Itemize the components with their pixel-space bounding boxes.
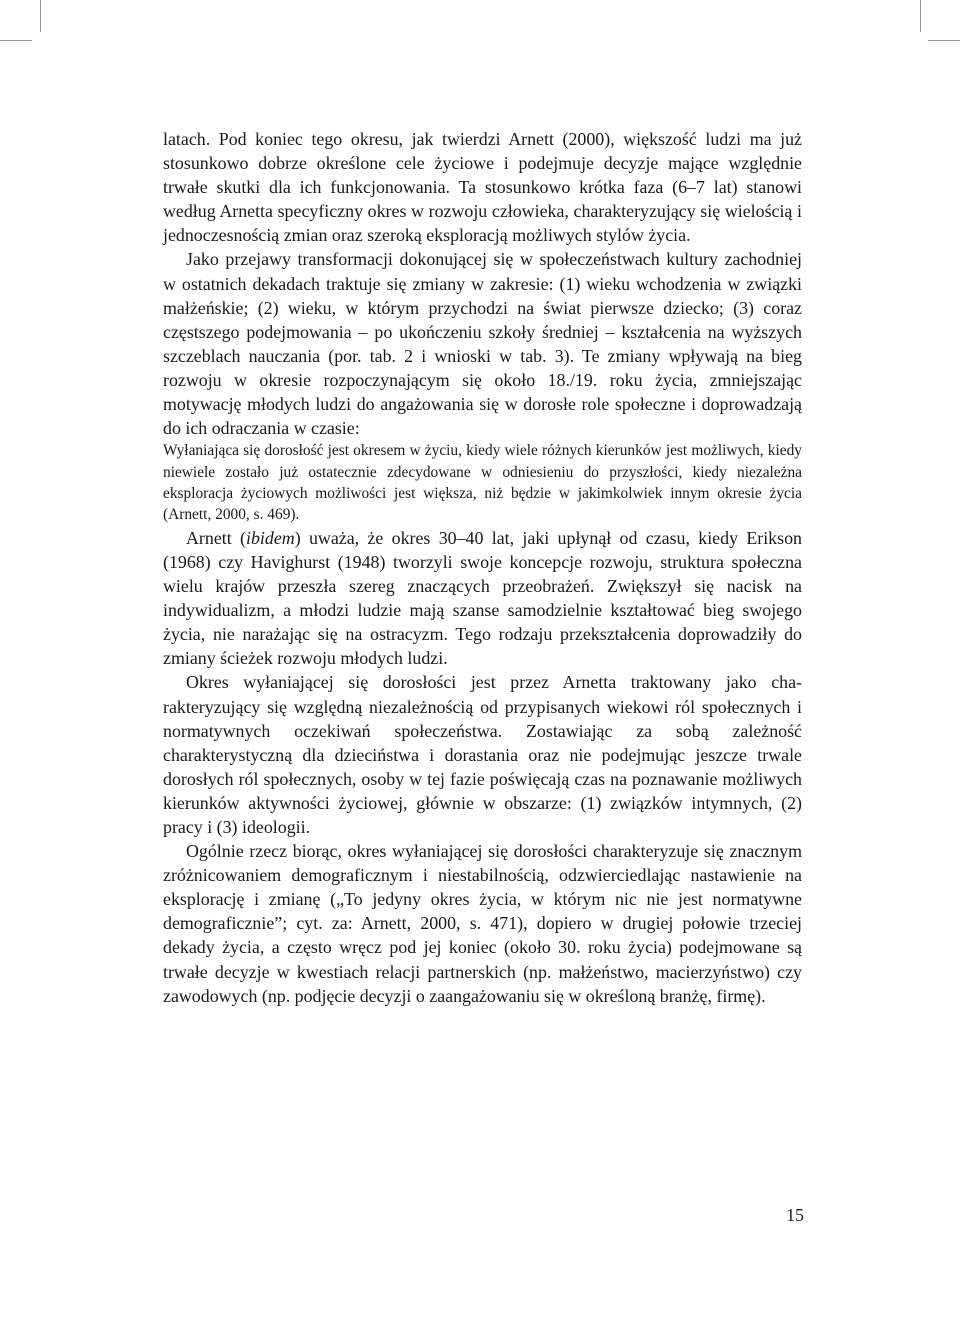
- block-quote: Wyłaniająca się dorosłość jest okresem w życiu, kiedy wiele różnych kierunków jest możliwych, kiedy niewiele zostało już ostatecznie zdecydowane w odniesieniu do przyszłości, kiedy niezależna eksploracja życiowych możliwości jest większa, niż będzie w jakimkolwiek innym okresie życia (Arnett, 2000, s. 469).: [163, 442, 802, 524]
- paragraph-5: Ogólnie rzecz biorąc, okres wyłaniającej się dorosłości charakteryzuje się znacznym zróżnicowaniem demograficznym i niestabilnością, odzwierciedlając nastawienie na eksplorację i zmianę („To jedyny okres życia, w którym nic nie jest normatywne demograficznie”; cyt. za: Arnett, 2000, s. 471), dopiero w drugiej połowie trzeciej dekady życia, a często wręcz pod jej koniec (około 30. roku życia) podejmowane są trwałe decyzje w kwestiach relacji partnerskich (np. małżeństwo, macierzyństwo) czy zawodowych (np. podjęcie decyzji o zaangażowaniu się w określoną branżę, firmę).: [163, 841, 802, 1006]
- body-text: [163, 127, 802, 1008]
- paragraph-3: [163, 526, 802, 671]
- paragraph-4: Okres wyłaniającej się dorosłości jest przez Arnetta traktowany jako charakteryzujący się względną niezależnością od przypisanych wiekowi ról społecznych i normatywnych oczekiwań społeczeństwa. Zostawiając za sobą zależność charakterystyczną dla dzieciństwa i dorastania oraz nie podejmując jeszcze trwale dorosłych ról społecznych, osoby w tej fazie poświęcają czas na poznawanie możliwych kierunków aktywności życiowej, głównie w obszarze: (1) związków intymnych, (2) pracy i (3) ideologii.: [163, 672, 802, 837]
- crop-mark-top-right: [920, 0, 921, 32]
- paragraph-1: latach. Pod koniec tego okresu, jak twierdzi Arnett (2000), większość ludzi ma już stosunkowo dobrze określone cele życiowe i podejmuje decyzje mające względnie trwałe skutki dla ich funkcjonowania. Ta stosunkowo krótka faza (6–7 lat) stanowi według Arnetta specyficzny okres w rozwoju człowieka, charakteryzujący się wielością i jednoczesnością zmian oraz szeroką eksploracją możliwych stylów życia.: [163, 129, 802, 246]
- paragraph-3-start: Arnett (: [186, 527, 246, 548]
- crop-mark-top-left: [40, 0, 41, 32]
- paragraph-3-rest: ) uważa, że okres 30–40 lat, jaki upłynął od czasu, kiedy Erikson (1968) czy Havighurst (1948) tworzyli swoje koncepcje rozwoju, struktura społeczna wielu krajów przeszła szereg znaczących przeobrażeń. Zwiększył się nacisk na indywidualizm, a młodzi ludzie mają szanse samodzielnie kształtować bieg swojego życia, nie narażając się na ostracyzm. Tego rodzaju przekształcenia doprowadziły do zmiany ścieżek rozwoju młodych ludzi.: [163, 527, 802, 669]
- ibidem-italic: ibidem: [245, 527, 295, 548]
- page-number: 15: [786, 1205, 804, 1225]
- paragraph-2: Jako przejawy transformacji dokonującej się w społeczeństwach kultury zachodniej w ostatnich dekadach traktuje się zmiany w zakresie: (1) wieku wchodzenia w związki małżeńskie; (2) wieku, w którym przychodzi na świat pierwsze dziecko; (3) coraz częstszego podejmowania – po ukończeniu szkoły średniej – kształcenia na wyższych szczeblach nauczania (por. tab. 2 i wnioski w tab. 3). Te zmiany wpływają na bieg rozwoju w okresie rozpoczynającym się około 18./19. roku życia, zmniejszając motywację młodych ludzi do angażowania się w dorosłe role społeczne i doprowadzają do ich odraczania w czasie:: [163, 249, 802, 439]
- crop-mark-right-top: [928, 40, 960, 41]
- crop-mark-left-top: [0, 40, 32, 41]
